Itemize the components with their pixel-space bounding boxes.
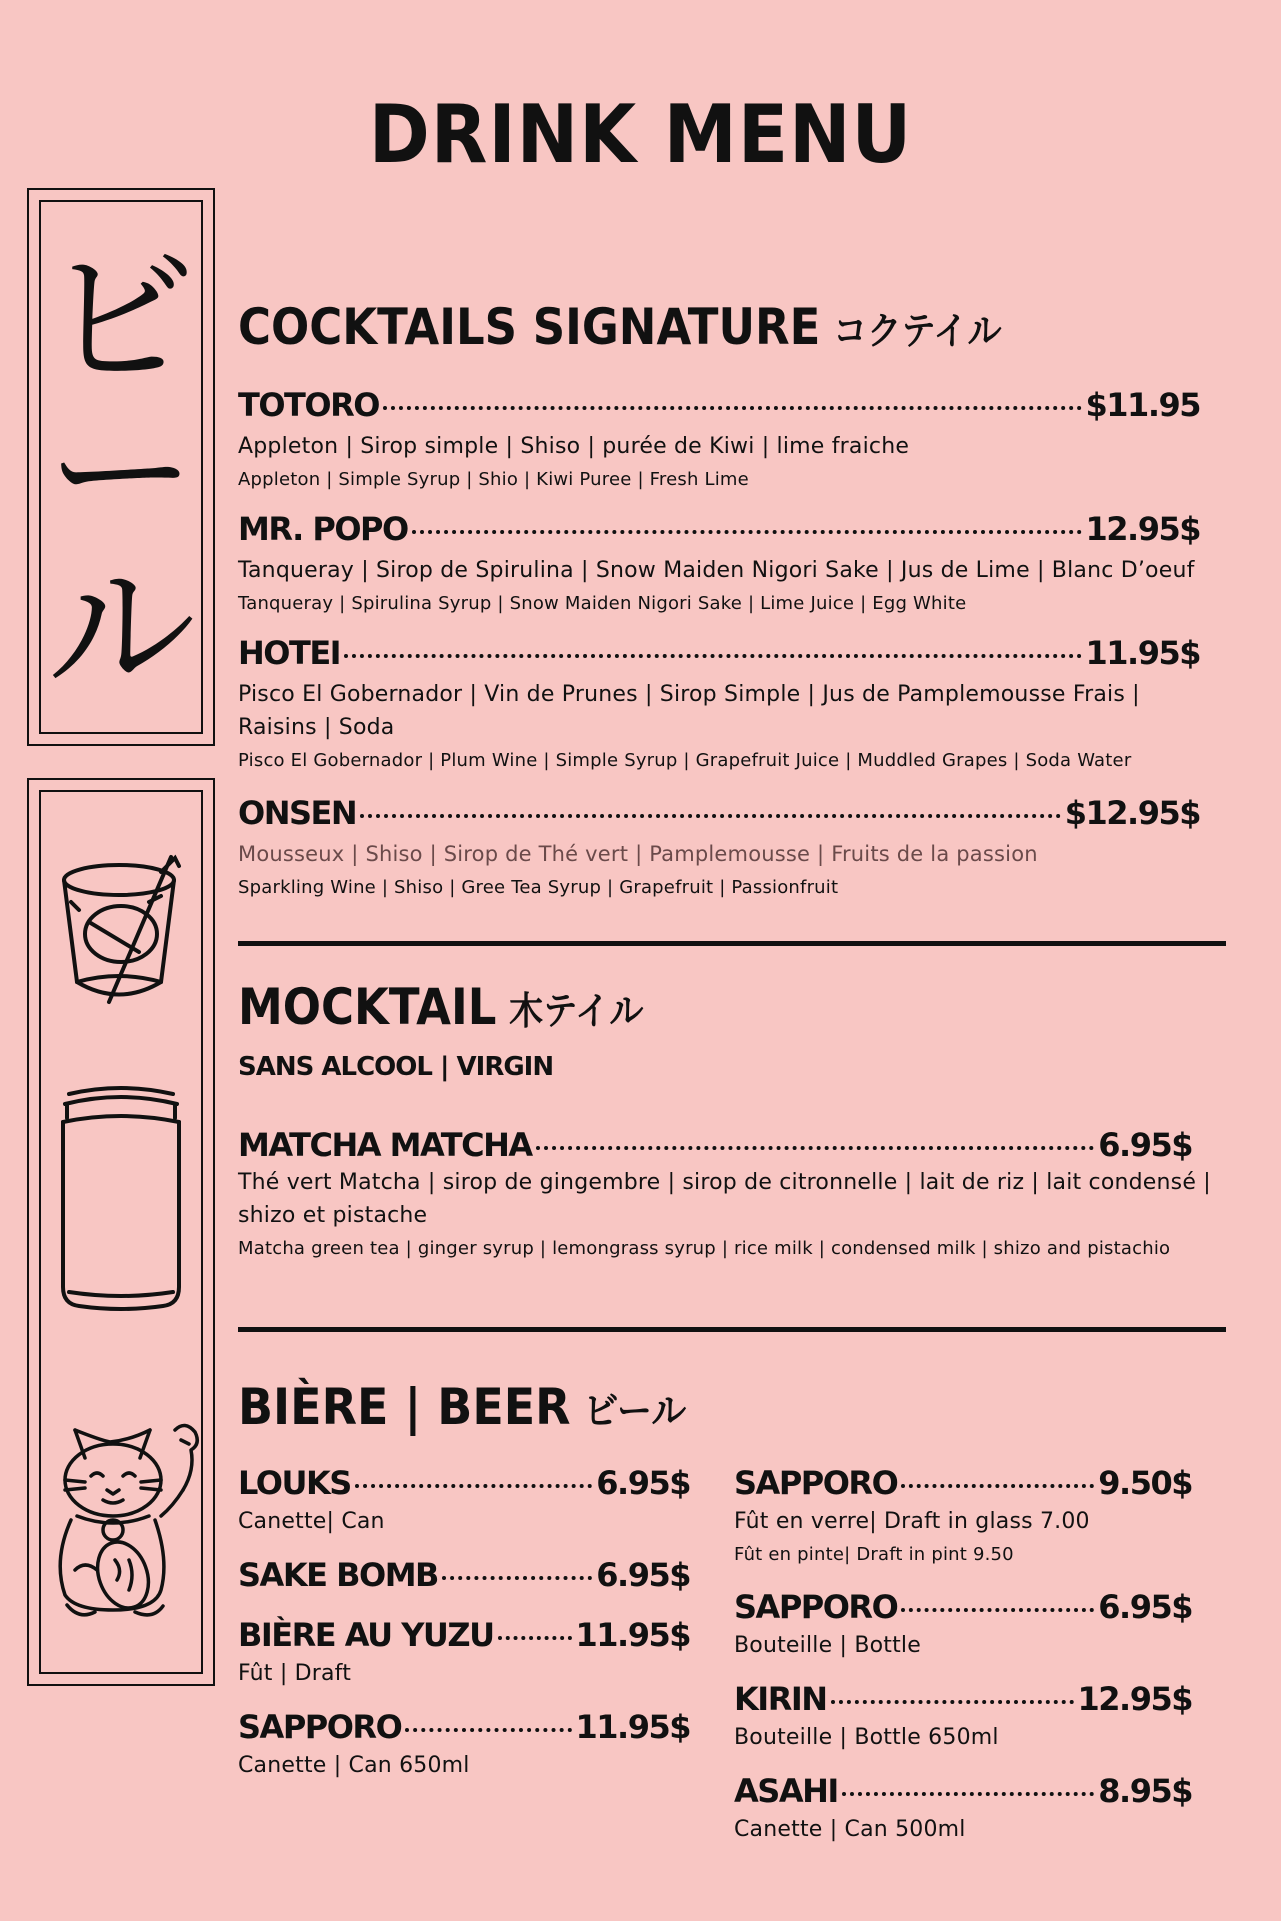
- item-desc-fr-cont: shizo et pistache: [238, 1203, 428, 1228]
- illustration-panel: [27, 778, 215, 1686]
- item-name: KIRIN: [734, 1680, 827, 1718]
- leader-dots: [831, 1700, 1074, 1704]
- item-name: LOUKS: [238, 1464, 351, 1502]
- menu-item-kirin: [734, 1680, 1192, 1718]
- menu-item-sapporo-can: [238, 1708, 690, 1746]
- can-icon: [51, 1082, 201, 1332]
- item-desc-en: Pisco El Gobernador | Plum Wine | Simple Syrup | Grapefruit Juice | Muddled Grapes | Soda Water: [238, 750, 1132, 771]
- beer-jp-title: ビール: [583, 1389, 687, 1433]
- item-name: SAPPORO: [238, 1708, 402, 1746]
- leader-dots: [498, 1636, 572, 1640]
- leader-dots: [412, 530, 1082, 534]
- item-price: 11.95$: [575, 1708, 690, 1746]
- item-desc: Fût en verre| Draft in glass 7.00: [734, 1509, 1090, 1534]
- item-name: ASAHI: [734, 1772, 838, 1810]
- leader-dots: [536, 1146, 1095, 1150]
- item-price: $12.95$: [1064, 794, 1200, 832]
- glass-icon: [49, 852, 199, 1022]
- item-name: HOTEI: [238, 634, 341, 672]
- menu-item-onsen: [238, 794, 1200, 832]
- item-desc-fr: Appleton | Sirop simple | Shiso | purée de Kiwi | lime fraiche: [238, 434, 910, 459]
- item-desc: Canette| Can: [238, 1509, 385, 1534]
- section-divider: [238, 941, 1226, 946]
- menu-item-sake-bomb: [238, 1556, 690, 1594]
- mocktail-jp-title: 木テイル: [508, 989, 644, 1033]
- leader-dots: [355, 1484, 593, 1488]
- mocktail-subtitle: SANS ALCOOL | VIRGIN: [238, 1052, 554, 1082]
- item-desc-fr: Tanqueray | Sirop de Spirulina | Snow Maiden Nigori Sake | Jus de Lime | Blanc D’oeuf: [238, 558, 1195, 583]
- leader-dots: [405, 1728, 571, 1732]
- item-price: 6.95$: [596, 1556, 690, 1594]
- item-price: 6.95$: [596, 1464, 690, 1502]
- item-price: 6.95$: [1098, 1126, 1192, 1164]
- item-price: $11.95: [1085, 386, 1200, 424]
- item-price: 8.95$: [1098, 1772, 1192, 1810]
- leader-dots: [360, 814, 1061, 818]
- leader-dots: [842, 1792, 1095, 1796]
- menu-item-asahi: [734, 1772, 1192, 1810]
- item-desc-fr: Mousseux | Shiso | Sirop de Thé vert | Pamplemousse | Fruits de la passion: [238, 842, 1038, 866]
- kana-panel: [27, 188, 215, 746]
- leader-dots: [383, 406, 1082, 410]
- item-name: SAPPORO: [734, 1588, 898, 1626]
- item-name: ONSEN: [238, 794, 357, 832]
- menu-item-matcha-matcha: [238, 1126, 1192, 1164]
- item-desc-fr-cont: Raisins | Soda: [238, 715, 395, 740]
- item-desc: Canette | Can 500ml: [734, 1817, 966, 1842]
- menu-item-biere-au-yuzu: [238, 1616, 690, 1654]
- kana-bi: ビ: [45, 233, 196, 407]
- menu-item-louks: [238, 1464, 690, 1502]
- cocktails-jp-title: コクテイル: [833, 309, 1002, 353]
- item-desc-fr: Thé vert Matcha | sirop de gingembre | sirop de citronnelle | lait de riz | lait condensé |: [238, 1170, 1211, 1195]
- item-desc-secondary: Fût en pinte| Draft in pint 9.50: [734, 1544, 1014, 1565]
- item-name: SAPPORO: [734, 1464, 898, 1502]
- item-name: MATCHA MATCHA: [238, 1126, 532, 1164]
- item-price: 12.95$: [1077, 1680, 1192, 1718]
- item-price: 12.95$: [1085, 510, 1200, 548]
- menu-item-sapporo-bottle: [734, 1588, 1192, 1626]
- item-desc: Fût | Draft: [238, 1661, 352, 1686]
- menu-item-sapporo-draft: [734, 1464, 1192, 1502]
- menu-item-hotei: [238, 634, 1200, 672]
- item-desc-en: Appleton | Simple Syrup | Shio | Kiwi Puree | Fresh Lime: [238, 469, 749, 490]
- cocktails-section-title: COCKTAILS SIGNATURE コクテイル: [238, 298, 1002, 356]
- item-price: 11.95$: [1085, 634, 1200, 672]
- kana-long-vowel: ー: [45, 388, 196, 562]
- lucky-cat-icon: [45, 1410, 205, 1630]
- item-desc: Bouteille | Bottle: [734, 1633, 921, 1658]
- item-desc-en: Tanqueray | Spirulina Syrup | Snow Maiden Nigori Sake | Lime Juice | Egg White: [238, 593, 967, 614]
- menu-title: DRINK MENU: [368, 88, 913, 181]
- menu-item-mr-popo: [238, 510, 1200, 548]
- menu-item-totoro: [238, 386, 1200, 424]
- leader-dots: [901, 1608, 1094, 1612]
- item-name: SAKE BOMB: [238, 1556, 438, 1594]
- item-name: TOTORO: [238, 386, 379, 424]
- leader-dots: [442, 1576, 592, 1580]
- leader-dots: [901, 1484, 1094, 1488]
- item-desc: Bouteille | Bottle 650ml: [734, 1725, 999, 1750]
- item-price: 6.95$: [1098, 1588, 1192, 1626]
- item-desc-en: Sparkling Wine | Shiso | Gree Tea Syrup | Grapefruit | Passionfruit: [238, 877, 839, 898]
- item-desc-en: Matcha green tea | ginger syrup | lemongrass syrup | rice milk | condensed milk | shizo and pistachio: [238, 1238, 1171, 1259]
- item-desc-fr: Pisco El Gobernador | Vin de Prunes | Sirop Simple | Jus de Pamplemousse Frais |: [238, 682, 1140, 707]
- item-price: 11.95$: [575, 1616, 690, 1654]
- item-price: 9.50$: [1098, 1464, 1192, 1502]
- mocktail-section-title: MOCKTAIL 木テイル: [238, 978, 644, 1036]
- leader-dots: [344, 654, 1081, 658]
- kana-ru: ル: [45, 543, 196, 717]
- item-desc: Canette | Can 650ml: [238, 1753, 470, 1778]
- item-name: MR. POPO: [238, 510, 408, 548]
- beer-section-title: BIÈRE | BEER ビール: [238, 1378, 687, 1436]
- item-name: BIÈRE AU YUZU: [238, 1616, 494, 1654]
- section-divider: [238, 1327, 1226, 1332]
